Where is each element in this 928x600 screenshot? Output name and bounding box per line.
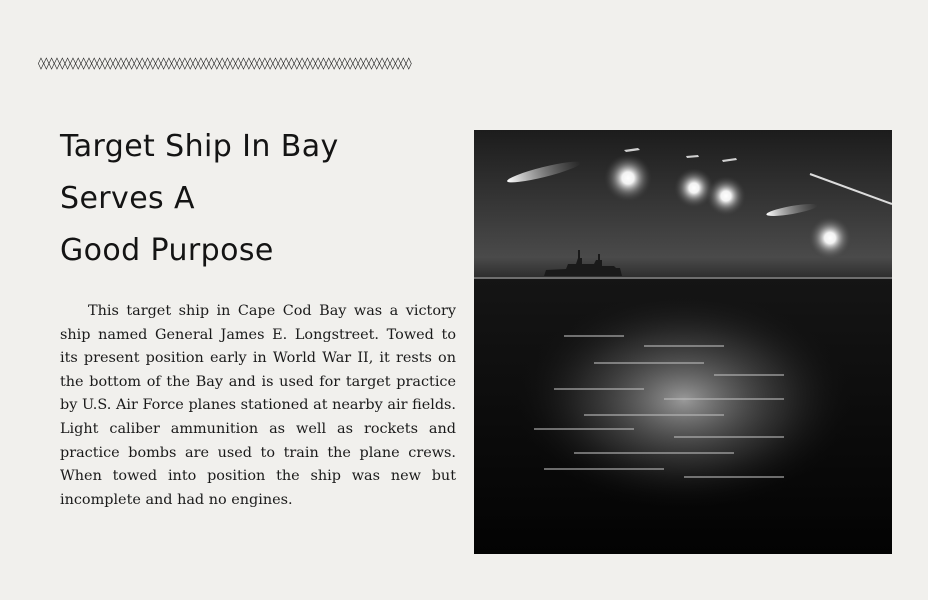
- target-ship-photo: [474, 130, 892, 554]
- article-body: This target ship in Cape Cod Bay was a victory ship named General James E. Longstreet. Towed to its present position early in World War II, it rests on the bottom of the Bay and is used for target practice by U.S. Air Force planes stationed at nearby air fields. Light caliber ammunition as well as rockets and practice bombs are used to train the plane crews. When towed into position the ship was new but incomplete and had no engines.: [60, 303, 456, 508]
- headline-line-1: Target Ship In Bay: [60, 129, 339, 164]
- article-headline: [60, 121, 440, 277]
- headline-line-3: Good Purpose: [60, 233, 274, 268]
- horizon-line: [474, 277, 892, 279]
- headline-line-2: Serves A: [60, 181, 195, 216]
- diamond-divider: ◊◊◊◊◊◊◊◊◊◊◊◊◊◊◊◊◊◊◊◊◊◊◊◊◊◊◊◊◊◊◊◊◊◊◊◊◊◊◊◊◊◊◊◊◊◊◊◊◊◊◊◊◊◊◊◊◊◊◊◊◊◊◊◊◊◊◊◊◊◊: [38, 56, 412, 70]
- night-bay-photo-illustration: [474, 130, 892, 554]
